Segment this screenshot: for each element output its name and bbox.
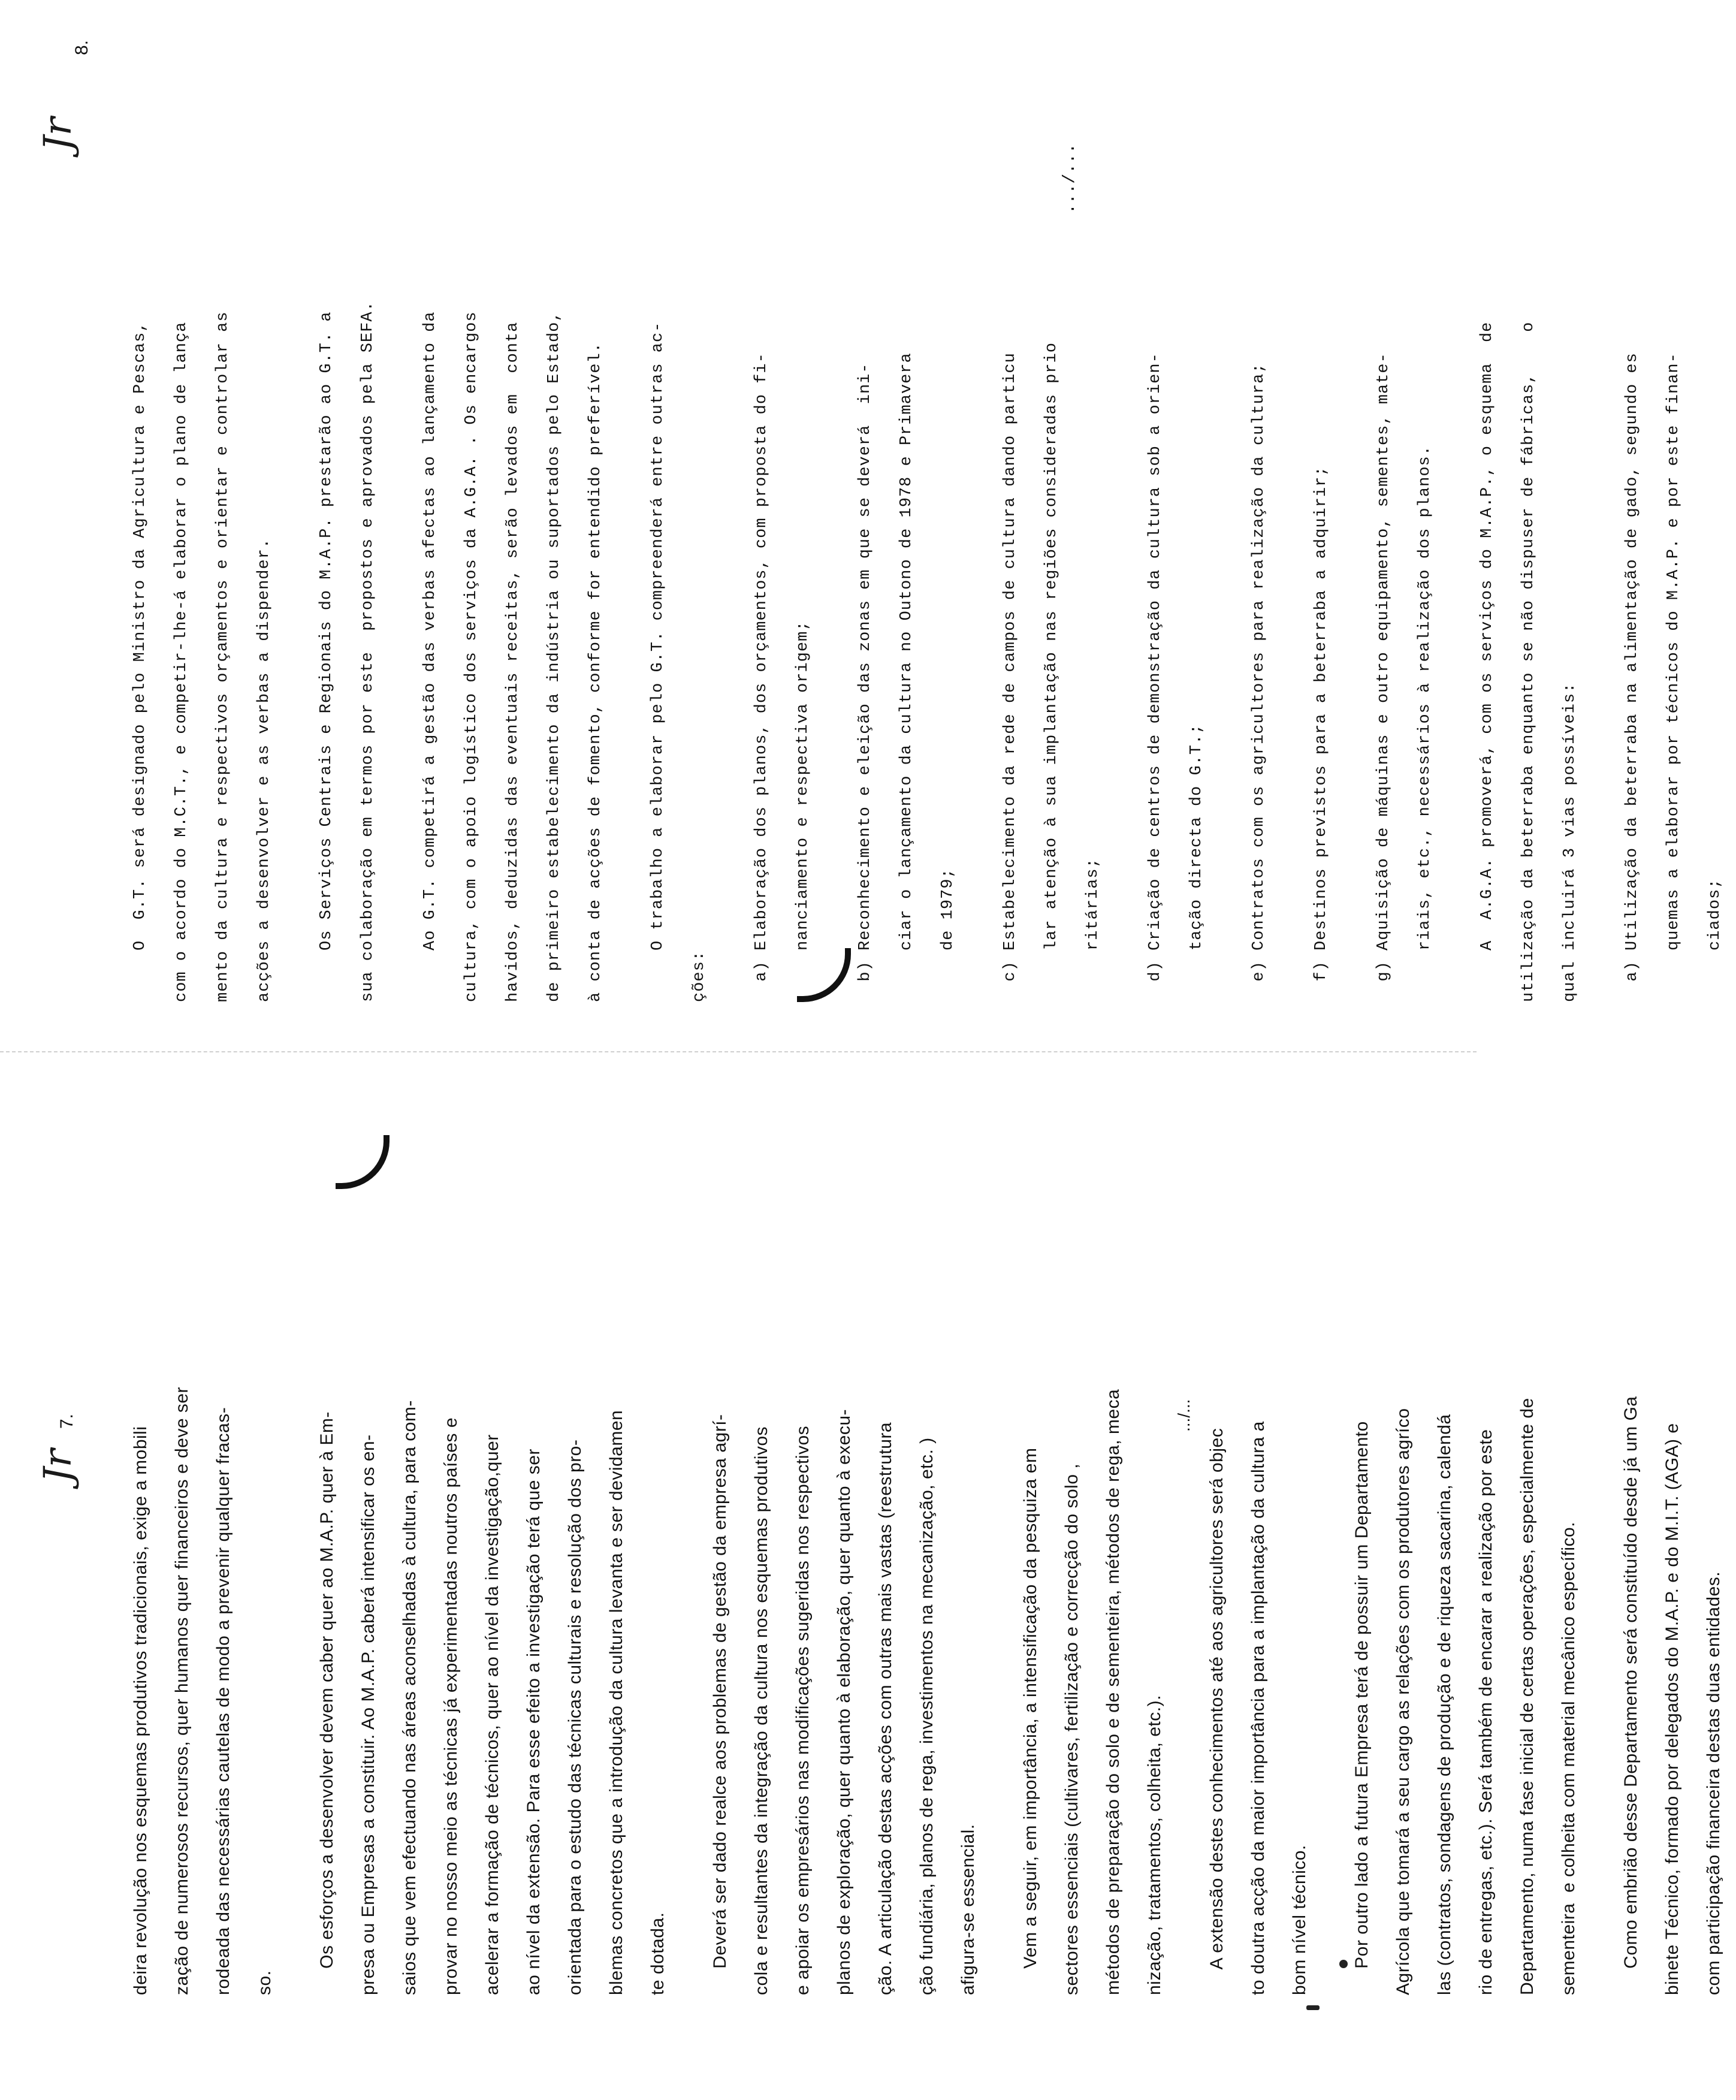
- text-line: Por outro lado a futura Empresa terá de possuir um Departamento: [1352, 1421, 1372, 1995]
- page-gutter: [0, 1051, 1477, 1052]
- paragraph-gap: [1446, 67, 1467, 1002]
- text-line: bom nível técnico.: [1290, 1845, 1309, 1995]
- text-line: nanciamento e respectiva origem;: [794, 620, 812, 1002]
- text-line: acelerar a formação de técnicos, quer ao nível da investigação,quer: [482, 1434, 502, 1995]
- page-body: [120, 1060, 1734, 1995]
- text-line: riais, etc., necessários à realização dos planos.: [1416, 445, 1434, 1002]
- text-line: de primeiro estabelecimento da indústria ou suportados pelo Estado,: [545, 311, 563, 1002]
- text-line: mento da cultura e respectivos orçamentos e orientar e controlar as: [214, 311, 232, 1002]
- text-line: Departamento, numa fase inicial de certas operações, especialmente de: [1517, 1398, 1537, 1995]
- paragraph-gap: [989, 1060, 1010, 1995]
- text-line: a) Utilização da beterraba na alimentação de gado, segundo es: [1623, 352, 1641, 1002]
- text-line: d) Criação de centros de demonstração da cultura sob a orien-: [1146, 352, 1164, 1002]
- text-line: quemas a elaborar por técnicos do M.A.P. e por este finan-: [1665, 352, 1683, 1002]
- paragraph-gap: [285, 67, 306, 1002]
- paragraph-gap: [617, 67, 638, 1002]
- text-line: las (contratos, sondagens de produção e de riqueza sacarina, calendá: [1435, 1414, 1454, 1995]
- handwritten-signature: Jr: [36, 117, 80, 151]
- paragraph-gap: [678, 1060, 699, 1995]
- text-line: ções:: [690, 950, 708, 1002]
- text-line: ao nível da extensão. Para esse efeito a investigação terá que ser: [524, 1449, 544, 1995]
- text-line: ciar o lançamento da cultura no Outono de 1978 e Primavera: [898, 352, 916, 1002]
- text-line: Ao G.T. competirá a gestão das verbas afectas ao lançamento da: [421, 311, 439, 1002]
- page-number: 7.: [57, 1413, 77, 1429]
- text-line: binete Técnico, formado por delegados do M.A.P. e do M.I.T. (AGA) e: [1662, 1423, 1682, 1995]
- text-line: utilização da beterraba enquanto se não dispuser de fábricas, o: [1520, 321, 1538, 1002]
- page-8: [0, 0, 1724, 1050]
- text-line: zação de numerosos recursos, quer humanos quer financeiros e deve ser: [172, 1386, 192, 1995]
- text-line: nização, tratamentos, colheita, etc.).: [1145, 1695, 1164, 1995]
- text-line: O trabalho a elaborar pelo G.T. compreenderá entre outras ac-: [649, 321, 667, 1002]
- text-line: to doutra acção da maior importância para a implantação da cultura a: [1248, 1421, 1268, 1995]
- text-line: Os esforços a desenvolver devem caber quer ao M.A.P. quer à Em-: [317, 1411, 337, 1995]
- paragraph-gap: [1175, 1060, 1196, 1995]
- text-line: A A.G.A. promoverá, com os serviços do M.A.P., o esquema de: [1478, 321, 1496, 1002]
- page-number: 8.: [72, 40, 92, 55]
- paragraph-gap: [1218, 67, 1239, 1002]
- text-line: f) Destinos previstos para a beterraba a adquirir;: [1312, 466, 1330, 1002]
- text-line: provar no nosso meio as técnicas já experimentadas noutros países e: [441, 1417, 461, 1995]
- text-line: Os Serviços Centrais e Regionais do M.A.P. prestarão ao G.T. a: [318, 311, 336, 1002]
- text-line: c) Estabelecimento da rede de campos de cultura dando particu: [1001, 352, 1019, 1002]
- paragraph-gap: [1114, 67, 1135, 1002]
- text-line: tação directa do G.T.;: [1188, 723, 1206, 1002]
- text-line: blemas concretos que a introdução da cultura levanta e ser devidamen: [606, 1410, 626, 1995]
- scan-speck: [1306, 2005, 1320, 2010]
- paragraph-gap: [1589, 1060, 1610, 1995]
- text-line: com o acordo do M.C.T., e competir-lhe-á elaborar o plano de lança: [173, 321, 191, 1002]
- text-line: orientada para o estudo das técnicas culturais e resolução dos pro-: [565, 1439, 585, 1995]
- text-line: e apoiar os empresários nas modificações sugeridas nos respectivos: [793, 1425, 813, 1995]
- text-line: rio de entregas, etc.). Será também de encarar a realização por este: [1476, 1429, 1496, 1995]
- text-line: sua colaboração em termos por este propostos e aprovados pela SEFA.: [359, 301, 377, 1002]
- paragraph-gap: [720, 67, 741, 1002]
- text-line: presa ou Empresas a constituir. Ao M.A.P. caberá intensificar os en-: [358, 1434, 378, 1995]
- text-line: e) Contratos com os agricultores para realização da cultura;: [1250, 363, 1268, 1002]
- text-line: deira revolução nos esquemas produtivos tradicionais, exige a mobili: [131, 1426, 150, 1995]
- text-line: afigura-se essencial.: [958, 1824, 978, 1995]
- page-7: [0, 1050, 1723, 2100]
- paragraph-gap: [1280, 67, 1301, 1002]
- text-line: ção. A articulação destas acções com outras mais vastas (reestrutura: [875, 1422, 895, 1995]
- paragraph-gap: [1320, 1060, 1341, 1995]
- text-line: planos de exploração, quer quanto à elaboração, quer quanto à execu-: [834, 1408, 854, 1995]
- text-line: Como embrião desse Departamento será constituído desde já um Ga: [1621, 1396, 1641, 1995]
- paragraph-gap: [389, 67, 410, 1002]
- paragraph-gap: [1342, 67, 1363, 1002]
- text-line: te dotada.: [648, 1912, 668, 1995]
- text-line: com participação financeira destas duas entidades.: [1704, 1571, 1723, 1995]
- paragraph-gap: [824, 67, 845, 1002]
- text-line: métodos de preparação do solo e de sementeira, métodos de rega, meca: [1103, 1389, 1123, 1995]
- handwritten-signature: Jr: [36, 1449, 80, 1483]
- paragraph-gap: [1591, 67, 1612, 1002]
- text-line: cola e resultantes da integração da cultura nos esquemas produtivos: [751, 1426, 771, 1995]
- text-line: qual incluirá 3 vias possíveis:: [1561, 682, 1579, 1002]
- text-line: sectores essenciais (cultivares, fertilização e correcção do solo ,: [1062, 1463, 1082, 1995]
- text-line: b) Reconhecimento e eleição das zonas em que se deverá ini-: [856, 363, 874, 1002]
- text-line: acções a desenvolver e as verbas a dispender.: [255, 538, 273, 1002]
- text-line: O G.T. será designado pelo Ministro da Agricultura e Pescas,: [131, 321, 149, 1002]
- text-line: g) Aquisição de máquinas e outro equipamento, sementes, mate-: [1375, 352, 1393, 1002]
- text-line: sementeira e colheita com material mecânico específico.: [1559, 1521, 1578, 1995]
- text-line: ção fundiária, planos de rega, investimentos na mecanização, etc. ): [917, 1437, 937, 1995]
- scan-speck: [1339, 1960, 1348, 1968]
- paragraph-gap: [285, 1060, 306, 1995]
- text-line: Deverá ser dado realce aos problemas de gestão da empresa agrí-: [710, 1414, 730, 1995]
- text-line: havidos, deduzidas das eventuais receitas, serão levados em conta: [504, 321, 522, 1002]
- continuation-marker: .../...: [1061, 143, 1079, 214]
- text-line: saios que vem efectuando nas áreas aconselhadas à cultura, para com-: [400, 1400, 419, 1995]
- text-line: ritárias;: [1084, 858, 1102, 1002]
- text-line: cultura, com o apoio logístico dos serviços da A.G.A. . Os encargos: [463, 311, 481, 1002]
- text-line: a) Elaboração dos planos, dos orçamentos, com proposta do fi-: [753, 352, 771, 1002]
- page-body: [120, 67, 1736, 1002]
- text-line: de 1979;: [939, 868, 957, 1002]
- paragraph-gap: [969, 67, 990, 1002]
- text-line: lar atenção à sua implantação nas regiões consideradas prio: [1043, 342, 1061, 1002]
- text-line: A extensão destes conhecimentos até aos agricultores será objec: [1207, 1428, 1227, 1995]
- text-line: so.: [255, 1970, 274, 1995]
- text-line: Agrícola que tomará a seu cargo as relações com os produtores agríco: [1393, 1408, 1413, 1995]
- text-line: ciados;: [1706, 878, 1724, 1002]
- continuation-marker: .../...: [1175, 1399, 1193, 1432]
- text-line: rodeada das necessárias cautelas de modo a prevenir qualquer fracas-: [213, 1407, 233, 1995]
- text-line: à conta de acções de fomento, conforme for entendido preferível.: [587, 342, 605, 1002]
- text-line: Vem a seguir, em importância, a intensificação da pesquiza em: [1021, 1447, 1040, 1995]
